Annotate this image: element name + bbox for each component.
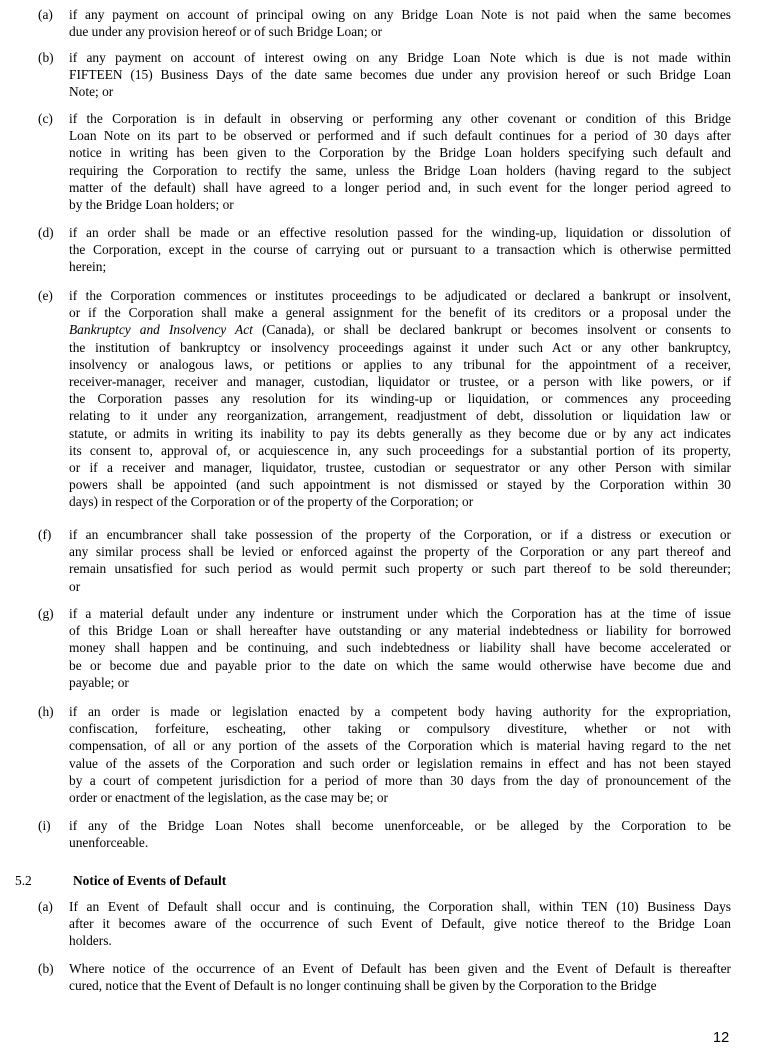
text-line: powers shall be appointed (and such appointment is not dismissed or stayed by the Corporation within 30 (69, 477, 731, 493)
italic-act-title: Bankruptcy and Insolvency Act (69, 322, 253, 338)
text-line: remain unsatisfied for such period as would permit such property or such part thereof to be sold thereunder; (69, 561, 731, 577)
text-line: if an order is made or legislation enacted by a competent body having authority for the expropriation, (69, 704, 731, 719)
text-line: Where notice of the occurrence of an Event of Default has been given and the Event of Default is thereafter (69, 961, 731, 976)
text-line: statute, or admits in writing its inability to pay its debts generally as they become due or by any act indicates (69, 425, 731, 441)
event-item-label: (d) (38, 225, 54, 240)
text-line: the institution of bankruptcy or insolvency proceedings against it under such Act or any other bankruptcy, (69, 339, 731, 355)
text-line: if an order shall be made or an effective resolution passed for the winding-up, liquidation or dissolution of (69, 225, 731, 240)
text-line: holders. (69, 933, 112, 949)
text-line: insolvency or analogous laws, or petitions or applies to any tribunal for the appointment of a receiver, (69, 356, 731, 372)
text-line: notice in writing has been given to the Corporation by the Bridge Loan holders specifying such default and (69, 145, 731, 161)
text-line: FIFTEEN (15) Business Days of the date same becomes due under any provision hereof or such Bridge Loan (69, 67, 731, 83)
event-item-label: (c) (38, 111, 53, 126)
text-line: receiver-manager, receiver and manager, custodian, liquidator or trustee, or a person with like powers, or if (69, 374, 731, 390)
text-line: if the Corporation commences or institutes proceedings to be adjudicated or declared a bankrupt or insolvent, (69, 288, 731, 303)
notice-item-text (69, 898, 731, 950)
text-line-rest: (Canada), or shall be declared bankrupt or becomes insolvent or consents to (252, 322, 732, 338)
notice-item-label: (a) (38, 899, 53, 914)
text-line: any similar process shall be levied or enforced against the property of the Corporation or any part thereof and (69, 544, 731, 560)
text-line: by the Bridge Loan holders; or (69, 197, 234, 213)
text-line: if an encumbrancer shall take possession of the property of the Corporation, or if a distress or execution or (69, 527, 731, 542)
event-item-label: (b) (38, 50, 54, 65)
text-line: confiscation, forfeiture, escheating, other taking or compulsory divestiture, whether or not with (69, 721, 731, 737)
text-line: if the Corporation is in default in observing or performing any other covenant or condition of this Bridge (69, 111, 731, 126)
text-line: by a court of competent jurisdiction for a period of more than 30 days from the day of pronouncement of the (69, 772, 731, 788)
text-line: Loan Note on its part to be observed or performed and if such default continues for a period of 30 days after (69, 128, 731, 144)
notice-item-text (69, 960, 731, 994)
event-item-text (69, 526, 731, 595)
text-line: compensation, of all or any portion of the assets of the Corporation which is material having regard to the net (69, 738, 731, 754)
event-item-text (69, 605, 731, 691)
text-line: or (69, 578, 81, 594)
text-line: unenforceable. (69, 835, 149, 851)
text-line: if any of the Bridge Loan Notes shall become unenforceable, or be alleged by the Corporation to be (69, 818, 731, 833)
event-item-text (69, 287, 731, 511)
event-item-label: (g) (38, 606, 54, 621)
event-item-label: (a) (38, 7, 53, 22)
text-line: its consent to, approval of, or acquiescence in, any such proceedings for a substantial portion of its property, (69, 442, 731, 458)
event-item-text (69, 110, 731, 213)
event-item-label: (f) (38, 527, 52, 542)
text-line: or if the Corporation shall make a general assignment for the benefit of its creditors or a proposal under the (69, 305, 731, 321)
text-line: cured, notice that the Event of Default is no longer continuing shall be given by the Corporation to the Bridge (69, 978, 657, 994)
event-item-text (69, 6, 731, 40)
event-item-text (69, 703, 731, 806)
text-line: herein; (69, 259, 107, 275)
text-line: or if a receiver and manager, liquidator, trustee, custodian or sequestrator or any other Person with similar (69, 460, 731, 476)
notice-item-label: (b) (38, 961, 54, 976)
text-line: if a material default under any indenture or instrument under which the Corporation has at the time of issue (69, 606, 731, 621)
text-line: if any payment on account of interest owing on any Bridge Loan Note which is due is not made within (69, 50, 731, 65)
event-item-label: (h) (38, 704, 54, 719)
text-line: after it becomes aware of the occurrence of such Event of Default, give notice thereof to the Bridge Loan (69, 916, 731, 932)
event-item-text (69, 817, 731, 851)
text-line: Note; or (69, 84, 114, 100)
text-line: value of the assets of the Corporation and such order or legislation remains in effect and has not been stayed (69, 755, 731, 771)
text-line: If an Event of Default shall occur and is continuing, the Corporation shall, within TEN (10) Business Days (69, 899, 731, 914)
text-line: days) in respect of the Corporation or of the property of the Corporation; or (69, 494, 474, 510)
text-line: the Corporation passes any resolution for its winding-up or liquidation, or commences any proceeding (69, 391, 731, 407)
page-number: 12 (713, 1030, 730, 1046)
text-line: requiring the Corporation to rectify the same, unless the Bridge Loan holders (having regard to the subject (69, 162, 731, 178)
text-line: relating to it under any reorganization, arrangement, readjustment of debt, dissolution or liquidation law or (69, 408, 731, 424)
text-line: if any payment on account of principal owing on any Bridge Loan Note is not paid when the same becomes (69, 7, 731, 22)
event-item-label: (i) (38, 818, 51, 833)
text-line (69, 321, 731, 338)
text-line: the Corporation, except in the course of carrying out or pursuant to a transaction which is otherwise permitted (69, 242, 731, 258)
event-item-text (69, 49, 731, 101)
event-item-text (69, 224, 731, 276)
text-line: of this Bridge Loan or shall hereafter have outstanding or any material indebtedness or liability for borrowed (69, 623, 731, 639)
event-item-label: (e) (38, 288, 53, 303)
text-line: payable; or (69, 674, 129, 690)
text-line: order or enactment of the legislation, as the case may be; or (69, 790, 389, 806)
section-number: 5.2 (15, 873, 32, 888)
text-line: matter of the default) shall have agreed to a longer period and, in such event for the longer period agreed to (69, 179, 731, 195)
section-title: Notice of Events of Default (73, 873, 227, 888)
text-line: money shall happen and be continuing, and such indebtedness or liability shall have become accelerated or (69, 640, 731, 656)
text-line: be or become due and payable prior to the date on which the same would otherwise have become due and (69, 657, 731, 673)
text-line: due under any provision hereof or of such Bridge Loan; or (69, 24, 383, 40)
